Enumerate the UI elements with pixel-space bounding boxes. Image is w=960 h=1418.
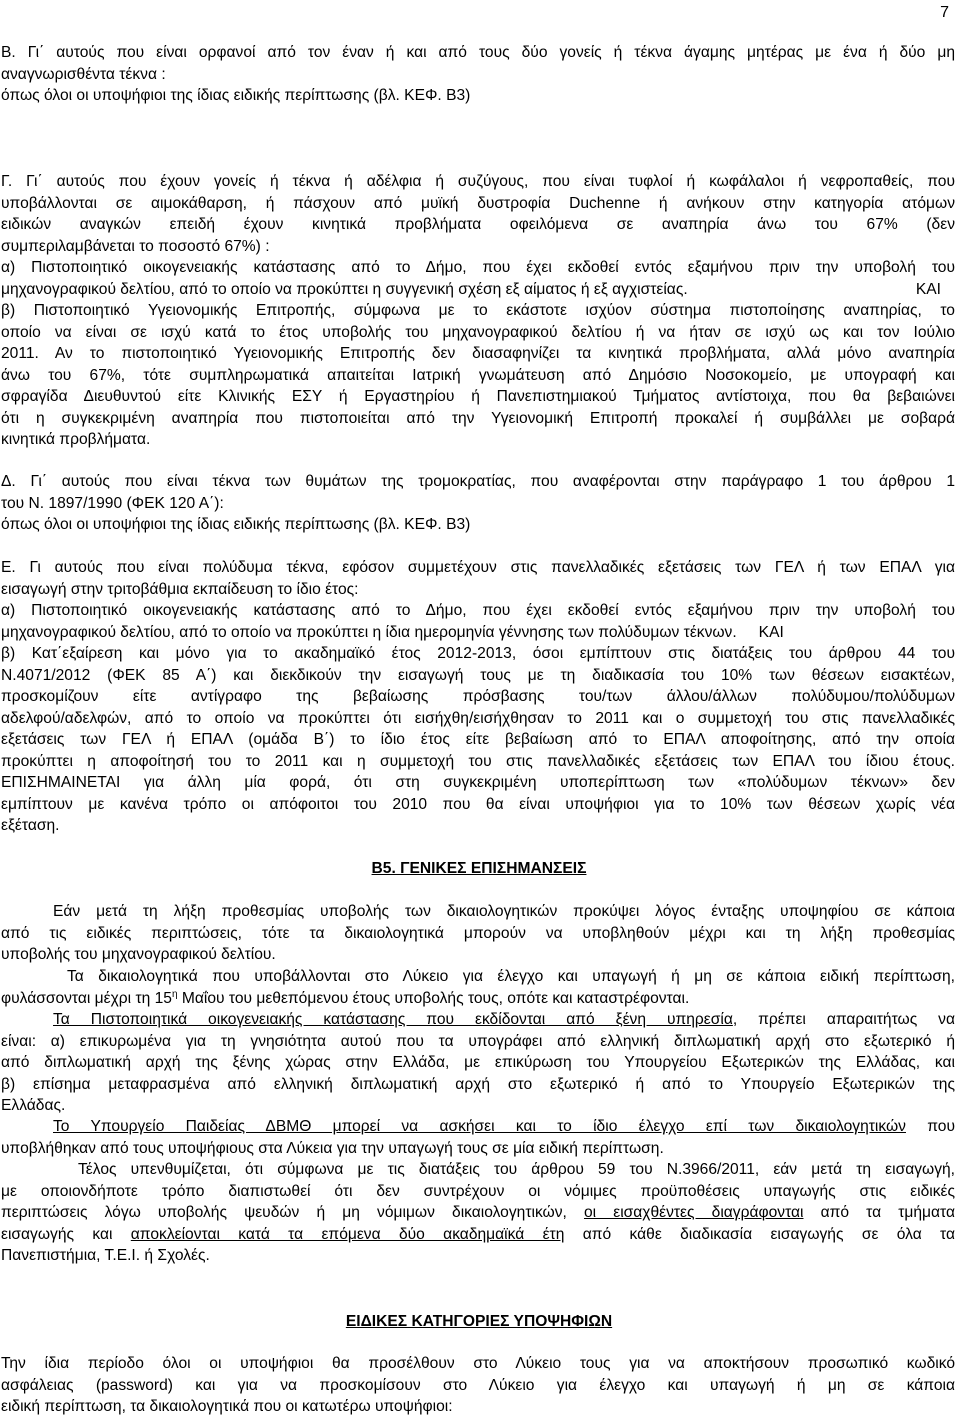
b5-underlined: Το Υπουργείο Παιδείας ΔΒΜΘ μπορεί να ασκήσει και το ίδιο έλεγχο επί των δικαιολογητικών [53,1118,906,1135]
special-paragraph [1,1353,955,1418]
section-e-line: εισαγωγή στην τριτοβάθμια εκπαίδευση το ίδιο έτος: [1,580,359,598]
and-marker: ΚΑΙ [915,280,941,298]
special-line: ειδική περίπτωση, τα δικαιολογητικά που οι κατωτέρω υποψήφιοι: [1,1398,453,1415]
section-d-line: του Ν. 1897/1990 (ΦΕΚ 120 Α΄): [1,494,224,512]
b5-line-part: φυλάσσονται μέχρι τη 15 [1,989,172,1007]
section-e-line: εμπίπτουν με κανένα τρόπο οι απόφοιτοι του 2010 που θα είναι υποψήφιοι για το 10% των θέσεων χωρίς νέα [1,795,955,813]
section-e-row [1,622,955,644]
b5-line: Πανεπιστήμια, Τ.Ε.Ι. ή Σχολές. [1,1247,210,1264]
section-g-line: οποίο να είναι σε ισχύ κατά το έτος υποβολής του μηχανογραφικού δελτίου ή να ήταν σε ισχύ ως και τον Ιούλιο [1,323,955,341]
b5-line: υποβολής του μηχανογραφικού δελτίου. [1,946,276,963]
section-g-line: ειδικών αναγκών επειδή έχουν κινητικά προβλήματα οφειλόμενα σε αναπηρία άνω του 67% (δεν [1,216,955,233]
b5-line: Ελλάδας. [1,1097,66,1114]
page-number: 7 [940,4,949,21]
section-g-line: συμπεριλαμβάνεται το ποσοστό 67%) : [1,237,270,255]
b5-paragraph-4 [1,1116,955,1159]
heading-special-categories: ΕΙΔΙΚΕΣ ΚΑΤΗΓΟΡΙΕΣ ΥΠΟΨΗΦΙΩΝ [345,1313,613,1330]
b5-line-part: εισαγωγής και [1,1225,131,1243]
b5-line: από διπλωματική αρχή της ξένης χώρας στην Ελλάδα, με επικύρωση του Υπουργείου Εξωτερικών της Ελλάδας, και [1,1054,955,1071]
b5-line: Τα δικαιολογητικά που υποβάλλονται στο Λύκειο για έλεγχο και υπαγωγή ή μη σε κάποια ειδική περίπτωση, [67,968,955,985]
section-e-line: α) Πιστοποιητικό οικογενειακής κατάστασης από το Δήμο, που έχει εκδοθεί εντός εξαμήνου πριν την υποβολή του [1,602,955,619]
b5-underlined: οι εισαχθέντες διαγράφονται [583,1204,804,1221]
section-e [1,557,955,837]
b5-underlined: αποκλείονται κατά τα επόμενα δύο ακαδημαϊκά έτη [130,1225,565,1243]
section-g-line: 2011. Αν το πιστοποιητικό Υγειονομικής Επιτροπής δεν διασαφηνίζει τα κινητικά προβλήματα, αλλά μόνο αναπηρία [1,345,955,362]
superscript: η [171,988,178,1000]
b5-paragraph-5 [1,1159,955,1267]
b5-line: από τις ειδικές περιπτώσεις, τότε τα δικαιολογητικά μπορούν να υποβληθούν μέχρι και τη λήξη προθεσμίας [1,924,955,942]
section-b-line: όπως όλοι οι υποψήφιοι της ίδιας ειδικής περίπτωσης (βλ. ΚΕΦ. Β3) [1,87,471,104]
section-d [1,471,955,536]
b5-line: Τέλος υπενθυμίζεται, ότι σύμφωνα με τις διατάξεις του άρθρου 59 του Ν.3966/2011, εάν μετά τη εισαγωγή, [78,1161,955,1178]
b5-line: υποβλήθηκαν από τους υποψήφιους στα Λύκεια για την υπαγωγή τους σε μία ειδική περίπτωση. [1,1139,664,1157]
section-e-line: Ε. Γι αυτούς που είναι πολύδυμα τέκνα, εφόσον συμμετέχουν στις πανελλαδικές εξετάσεις των ΓΕΛ ή των ΕΠΑΛ για [1,559,955,576]
section-d-line: όπως όλοι οι υποψήφιοι της ίδιας ειδικής περίπτωσης (βλ. ΚΕΦ. Β3) [1,516,471,533]
b5-line-part: από κάθε διαδικασία εισαγωγής σε όλα τα [564,1225,956,1243]
section-e-line: Ν.4071/2012 (ΦΕΚ 85 Α΄) και διεκδικούν την εισαγωγή τους με τη διαδικασία του 10% των θέσεων εισακτέων, [1,666,955,684]
b5-underlined: Τα Πιστοποιητικά οικογενειακής κατάστασης που εκδίδονται από ξένη υπηρεσία [53,1011,733,1028]
section-e-line: προκύπτει η αποφοίτησή του το 2011 και η συμμετοχή του στις πανελλαδικές εξετάσεις των ΕΠΑΛ του ίδιου έτους. [1,752,955,770]
b5-paragraph-2 [1,966,955,1009]
section-e-line: μηχανογραφικού δελτίου, από το οποίο να προκύπτει η ίδια ημερομηνία γέννησης των πολύδυμων τέκνων. [1,623,737,641]
section-e-line: εξετάσεις των ΓΕΛ ή ΕΠΑΛ (ομάδα Β΄) το ίδιο έτος είτε βεβαίωση από το ΕΠΑΛ αποφοίτησης, από την οποία [1,731,955,748]
b5-line-row [1,1202,955,1224]
section-g-row [1,279,955,301]
section-g-line: άνω του 67%, τότε συμπληρωματικά απαιτείται Ιατρική γνωμάτευση από Δημόσιο Νοσοκομείο, με υπογραφή και [1,366,955,384]
section-g-line: α) Πιστοποιητικό οικογενειακής κατάστασης από το Δήμο, που έχει εκδοθεί εντός εξαμήνου πριν την υποβολή του [1,259,955,276]
section-g-line: Γ. Γι΄ αυτούς που έχουν γονείς ή τέκνα ή αδέλφια ή συζύγους, που είναι τυφλοί ή κωφάλαλοι ή νεφροπαθείς, που [1,173,955,190]
b5-paragraph-1 [1,901,955,966]
section-g-line: κινητικά προβλήματα. [1,431,151,448]
section-g-line: υποβάλλονται σε αιμοκάθαρση, ή πάσχουν από μυϊκή δυστροφία Duchenne ή ανήκουν στην κατηγορία ατόμων [1,194,955,212]
b5-line-part: , πρέπει απαραιτήτως να [732,1011,955,1028]
section-b [1,42,955,107]
b5-line-part: Μαΐου του μεθεπόμενου έτους υποβολής τους, οπότε και καταστρέφονται. [177,989,690,1007]
b5-paragraph-3 [1,1009,955,1117]
b5-line-row [1,1224,955,1246]
b5-line-row [1,1009,955,1031]
b5-line-part: από τα τμήματα [803,1204,956,1221]
section-e-line: εξέταση. [1,817,60,834]
b5-line-part: περιπτώσεις λόγω υποβολής ψευδών ή μη νόμιμων δικαιολογητικών, [1,1204,584,1221]
special-line: Την ίδια περίοδο όλοι οι υποψήφιοι θα προσέλθουν στο Λύκειο τους για να αποκτήσουν προσωπικό κωδικό [1,1355,955,1372]
heading-b5: Β5. ΓΕΝΙΚΕΣ ΕΠΙΣΗΜΑΝΣΕΙΣ [371,860,587,877]
section-e-line: αδελφού/αδελφών, από το οποίο να προκύπτει ότι εισήχθη/εισήχθησαν το 2011 και ο συμμετοχή του στις πανελλαδικές [1,709,955,727]
b5-line-part: που [905,1118,955,1135]
b5-line-row [1,1116,955,1138]
b5-line: είναι: α) επικυρωμένα για τη γνησιότητα αυτού που τα υπογράφει από ελληνική διπλωματική αρχή στο εξωτερικό ή [1,1032,955,1050]
and-marker: ΚΑΙ [758,623,784,641]
section-e-line: β) Κατ΄εξαίρεση και μόνο για το ακαδημαϊκό έτος 2012-2013, όσοι εμπίπτουν στις διατάξεις του άρθρου 44 του [1,645,955,662]
b5-line: Εάν μετά τη λήξη προθεσμίας υποβολής των δικαιολογητικών προκύψει λόγος ένταξης υποψηφίου σε κάποια [53,903,955,920]
section-e-line: προσκομίζουν είτε αντίγραφο της βεβαίωσης πρόσβασης του/των άλλου/άλλων πολύδυμου/πολύδυμων [1,688,955,705]
section-g [1,171,955,451]
b5-line-row [1,988,955,1010]
section-g-line: β) Πιστοποιητικό Υγειονομικής Επιτροπής, σύμφωνα με το εκάστοτε ισχύον σύστημα πιστοποίησης αναπηρίας, το [1,302,955,319]
special-line: ασφάλειας (password) και για να προσκομίσουν στο Λύκειο για έλεγχο και υπαγωγή ή μη σε κάποια [1,1376,955,1394]
b5-line: β) επίσημα μεταφρασμένα από ελληνική διπλωματική αρχή στο εξωτερικό ή από το Υπουργείο Εξωτερικών της [1,1075,955,1093]
section-d-line: Δ. Γι΄ αυτούς που είναι τέκνα των θυμάτων της τρομοκρατίας, που αναφέρονται στην παράγραφο 1 του άρθρου 1 [1,473,955,490]
section-g-line: μηχανογραφικού δελτίου, από το οποίο να προκύπτει η συγγενική σχέση εξ αίματος ή εξ αγχιστείας. [1,280,688,298]
section-e-line: ΕΠΙΣΗΜΑΙΝΕΤΑΙ για άλλη μία φορά, ότι στη συγκεκριμένη υποπερίπτωση των «πολύδυμων τέκνων» δεν [1,774,955,791]
section-g-line: σφραγίδα Διευθυντού είτε Κλινικής ΕΣΥ ή Εργαστηρίου ή Πανεπιστημιακού Τμήματος αντίστοιχα, που θα βεβαιώνει [1,388,955,405]
section-g-line: ότι η συγκεκριμένη αναπηρία που πιστοποιείται από την Υγειονομική Επιτροπή προκαλεί ή συμβάλλει με σοβαρά [1,409,955,427]
section-b-line: αναγνωρισθέντα τέκνα : [1,65,166,83]
section-b-line: B. Γι΄ αυτούς που είναι ορφανοί από τον έναν ή και από τους δύο γονείς ή τέκνα άγαμης μητέρας με ένα ή δύο μη [1,44,955,61]
b5-line: με οποιονδήποτε τρόπο διαπιστωθεί ότι δεν συντρέχουν οι νόμιμες προϋποθέσεις υπαγωγής στις ειδικές [1,1182,955,1200]
